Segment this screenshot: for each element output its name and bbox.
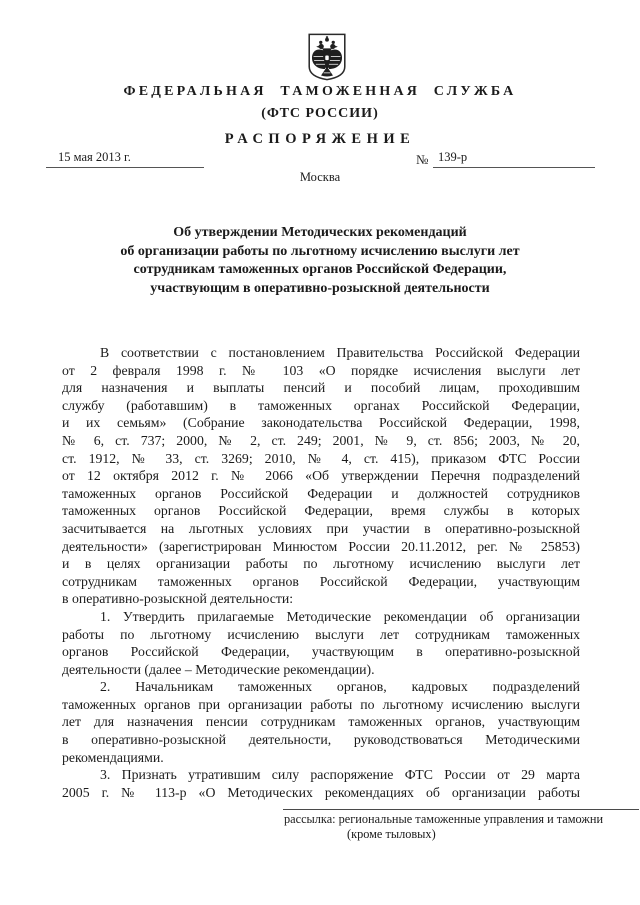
body-line: от 12 октября 2012 г. № 2066 «Об утверждении Перечня подразделений [62, 468, 580, 484]
body-line: 1. Утвердить прилагаемые Методические рекомендации об организации [100, 608, 580, 624]
paragraph [62, 608, 580, 678]
distribution-note: рассылка: региональные таможенные управления и таможни [284, 812, 604, 826]
body-line: В соответствии с постановлением Правительства Российской Федерации [100, 345, 580, 360]
paragraph [62, 766, 580, 801]
document-title [70, 224, 570, 298]
footer-divider [283, 809, 639, 810]
title-line: участвующим в оперативно-розыскной деятельности [150, 280, 490, 296]
body-line: лет для назначения пенсии сотрудникам таможенных органов, участвующим [62, 714, 580, 730]
paragraph [62, 344, 580, 608]
body-line: в оперативно-розыскной деятельности: [62, 591, 294, 607]
org-abbreviation: (ФТС РОССИИ) [261, 106, 379, 121]
city-label: Москва [299, 170, 341, 184]
distribution-note-exception: (кроме тыловых) [347, 827, 436, 841]
body-line: 3. Признать утратившим силу распоряжение ФТС России от 29 марта [100, 767, 580, 783]
body-line: для назначения и выплаты пенсий и пособий лицам, проходившим [62, 380, 580, 396]
body-line: № 6, ст. 737; 2000, № 2, ст. 249; 2001, № 9, ст. 856; 2003, № 20, [62, 432, 580, 448]
body-line: деятельности (далее – Методические рекомендации). [62, 661, 375, 677]
title-line: об организации работы по льготному исчислению выслуги лет [120, 243, 520, 259]
number-sign: № [416, 152, 429, 167]
body-line: от 2 февраля 1998 г. № 103 «О порядке исчисления выслуги лет [62, 362, 580, 378]
body-line: засчитывается на льготных условиях при участии в оперативно-розыскной [62, 520, 580, 536]
body-line: деятельности» (зарегистрирован Минюстом России 20.11.2012, рег. № 25853) [62, 538, 580, 554]
body-line: ст. 1912, № 33, ст. 3269; 2010, № 4, ст. 415), приказом ФТС России [62, 450, 580, 466]
document-type-heading: РАСПОРЯЖЕНИЕ [224, 131, 416, 147]
body-line: и их семьям» (Собрание законодательства Российской Федерации, 1998, [62, 415, 580, 431]
org-name: ФЕДЕРАЛЬНАЯ ТАМОЖЕННАЯ СЛУЖБА [123, 84, 517, 99]
body-line: службу (работавшим) в таможенных органах Российской Федерации, [62, 397, 580, 413]
body-line: работы по льготному исчислению выслуги лет сотрудникам таможенных [62, 626, 580, 642]
body-line: рекомендациями. [62, 749, 164, 765]
body-line: 2. Начальникам таможенных органов, кадровых подразделений [100, 679, 580, 695]
paragraph [62, 678, 580, 766]
document-date: 15 мая 2013 г. [46, 150, 204, 168]
body-line: таможенных органов Российской Федерации и должностей сотрудников [62, 485, 580, 501]
body-text [62, 344, 580, 801]
title-line: Об утверждении Методических рекомендаций [173, 225, 467, 240]
document-number: 139-р [433, 150, 595, 168]
body-line: сотрудникам таможенных органов Российской Федерации, участвующим [62, 573, 580, 589]
body-line: в оперативно-розыскной деятельности, руководствоваться Методическими [62, 732, 580, 748]
body-line: таможенных органов Российской Федерации, время службы в которых [62, 503, 580, 519]
body-line: органов Российской Федерации, участвующим в оперативно-розыскной [62, 644, 580, 660]
coat-of-arms-icon [305, 32, 349, 82]
title-line: сотрудникам таможенных органов Российской Федерации, [133, 262, 507, 277]
body-line: 2005 г. № 113-р «О Методических рекомендациях об организации работы [62, 784, 580, 800]
body-line: таможенных органов при организации работы по льготному исчислению выслуги [62, 696, 580, 712]
body-line: и в целях организации работы по льготному исчислению выслуги лет [62, 556, 580, 572]
